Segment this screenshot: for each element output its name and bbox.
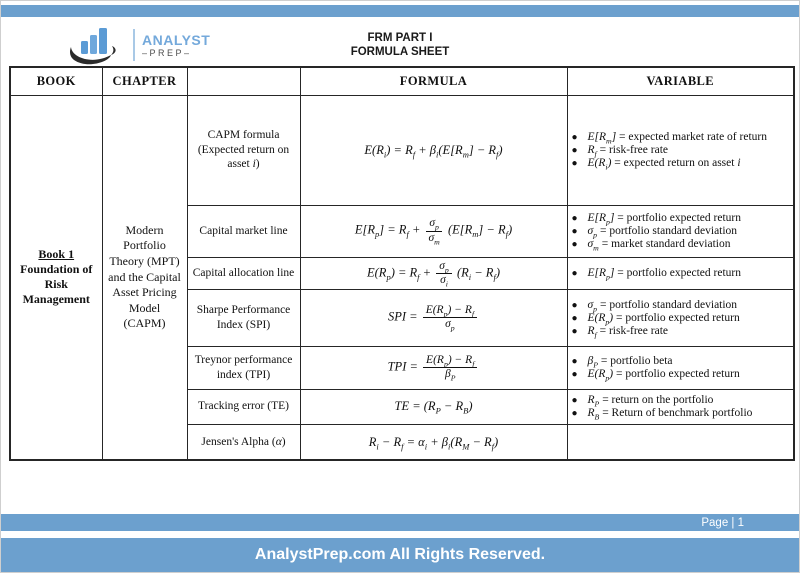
variable-list (567, 346, 794, 389)
copyright-text: AnalystPrep.com All Rights Reserved. (254, 546, 546, 563)
bullet-icon: ● (571, 132, 578, 143)
variable-item: ● $\sigma_p$ = portfolio standard deviation (571, 225, 738, 240)
top-accent-bar (1, 5, 799, 17)
bullet-icon: ● (571, 268, 578, 280)
bullet-icon: ● (571, 239, 578, 250)
bullet-icon: ● (571, 369, 578, 381)
bullet-icon: ● (571, 145, 578, 156)
logo-text-analyst: ANALYST (142, 31, 211, 48)
header-empty (187, 67, 300, 95)
formula-expression: $R_i - R_f = \alpha_i + \beta_i(R_M - R_f)$ (300, 424, 567, 460)
variable-item: ● $\sigma_m$ = market standard deviation (571, 238, 731, 253)
bullet-icon: ● (571, 408, 578, 420)
bullet-icon: ● (571, 213, 578, 224)
variable-item: ● $E(R_p)$ = portfolio expected return (571, 311, 740, 327)
bullet-icon: ● (571, 325, 578, 337)
book-subtitle: Foundation of Risk Management (20, 262, 93, 307)
variable-item: ● $\sigma_p$ = portfolio standard deviation (571, 298, 738, 314)
variable-list (567, 205, 794, 257)
formula-label: Capital market line (187, 205, 300, 257)
variable-list (567, 95, 794, 205)
formula-expression: $E(R_i) = R_f + \beta_i(E[R_m] - R_f)$ (300, 95, 567, 205)
table-header-row (10, 67, 794, 95)
document-title (1, 31, 799, 59)
document-title-line1: FRM PART I (367, 32, 433, 44)
book-cell (10, 95, 102, 460)
header-book: BOOK (10, 67, 102, 95)
variable-list (567, 424, 794, 460)
formula-label: Capital allocation line (187, 257, 300, 289)
variable-item: ● $E(R_p)$ = portfolio expected return (571, 368, 740, 383)
logo-text-prep: –PREP– (142, 47, 192, 58)
variable-item: ● $R_f$ = risk-free rate (571, 324, 668, 340)
header-variable: VARIABLE (567, 67, 794, 95)
bullet-icon: ● (571, 312, 578, 324)
header-formula: FORMULA (300, 67, 567, 95)
variable-item: ● $E[R_p]$ = portfolio expected return (571, 267, 741, 282)
variable-item: ● $E[R_p]$ = portfolio expected return (571, 212, 741, 227)
formula-expression: SPI = $\frac{E(R_p) - R_f}{\sigma_p}$ (300, 289, 567, 346)
bullet-icon: ● (571, 356, 578, 368)
chapter-cell: Modern Portfolio Theory (MPT) and the Capital Asset Pricing Model (CAPM) (102, 95, 187, 460)
formula-label: Jensen's Alpha (α) (187, 424, 300, 460)
bullet-icon: ● (571, 158, 578, 169)
formula-label: Sharpe Performance Index (SPI) (187, 289, 300, 346)
variable-list (567, 257, 794, 289)
variable-item: ● $R_B$ = Return of benchmark portfolio (571, 407, 753, 422)
variable-item: ● $R_P$ = return on the portfolio (571, 394, 714, 409)
table-row (10, 95, 794, 205)
formula-label: CAPM formula (Expected return on asset i) (187, 95, 300, 205)
bullet-icon: ● (571, 226, 578, 237)
page-number-label: Page | 1 (701, 516, 744, 529)
variable-item: ● $E[R_m]$ = expected market rate of return (571, 131, 767, 146)
variable-item: ● $E(R_i)$ = expected return on asset i (571, 157, 741, 172)
formula-expression: $E(R_p) = R_f$ + $\frac{\sigma_p}{\sigma_i}$ $(R_i - R_f)$ (300, 257, 567, 289)
bullet-icon: ● (571, 299, 578, 311)
header-chapter: CHAPTER (102, 67, 187, 95)
formula-label: Treynor performance index (TPI) (187, 346, 300, 389)
variable-item: ● $\beta_P$ = portfolio beta (571, 355, 673, 370)
formula-expression: TE = $(R_P - R_B)$ (300, 389, 567, 424)
formula-expression: TPI = $\frac{E(R_p) - R_f}{\beta_P}$ (300, 346, 567, 389)
variable-item: ● $R_f$ = risk-free rate (571, 144, 668, 159)
page-number-bar (1, 514, 799, 531)
formula-label: Tracking error (TE) (187, 389, 300, 424)
book-title: Book 1 (38, 247, 75, 262)
copyright-bar (1, 538, 799, 572)
bullet-icon: ● (571, 395, 578, 407)
formula-expression: $E[R_p] = R_f$ + $\frac{\sigma_p}{\sigma_m}$ $(E[R_m] - R_f)$ (300, 205, 567, 257)
formula-table (9, 66, 795, 461)
variable-list (567, 289, 794, 346)
document-title-line2: FORMULA SHEET (350, 46, 450, 58)
variable-list (567, 389, 794, 424)
